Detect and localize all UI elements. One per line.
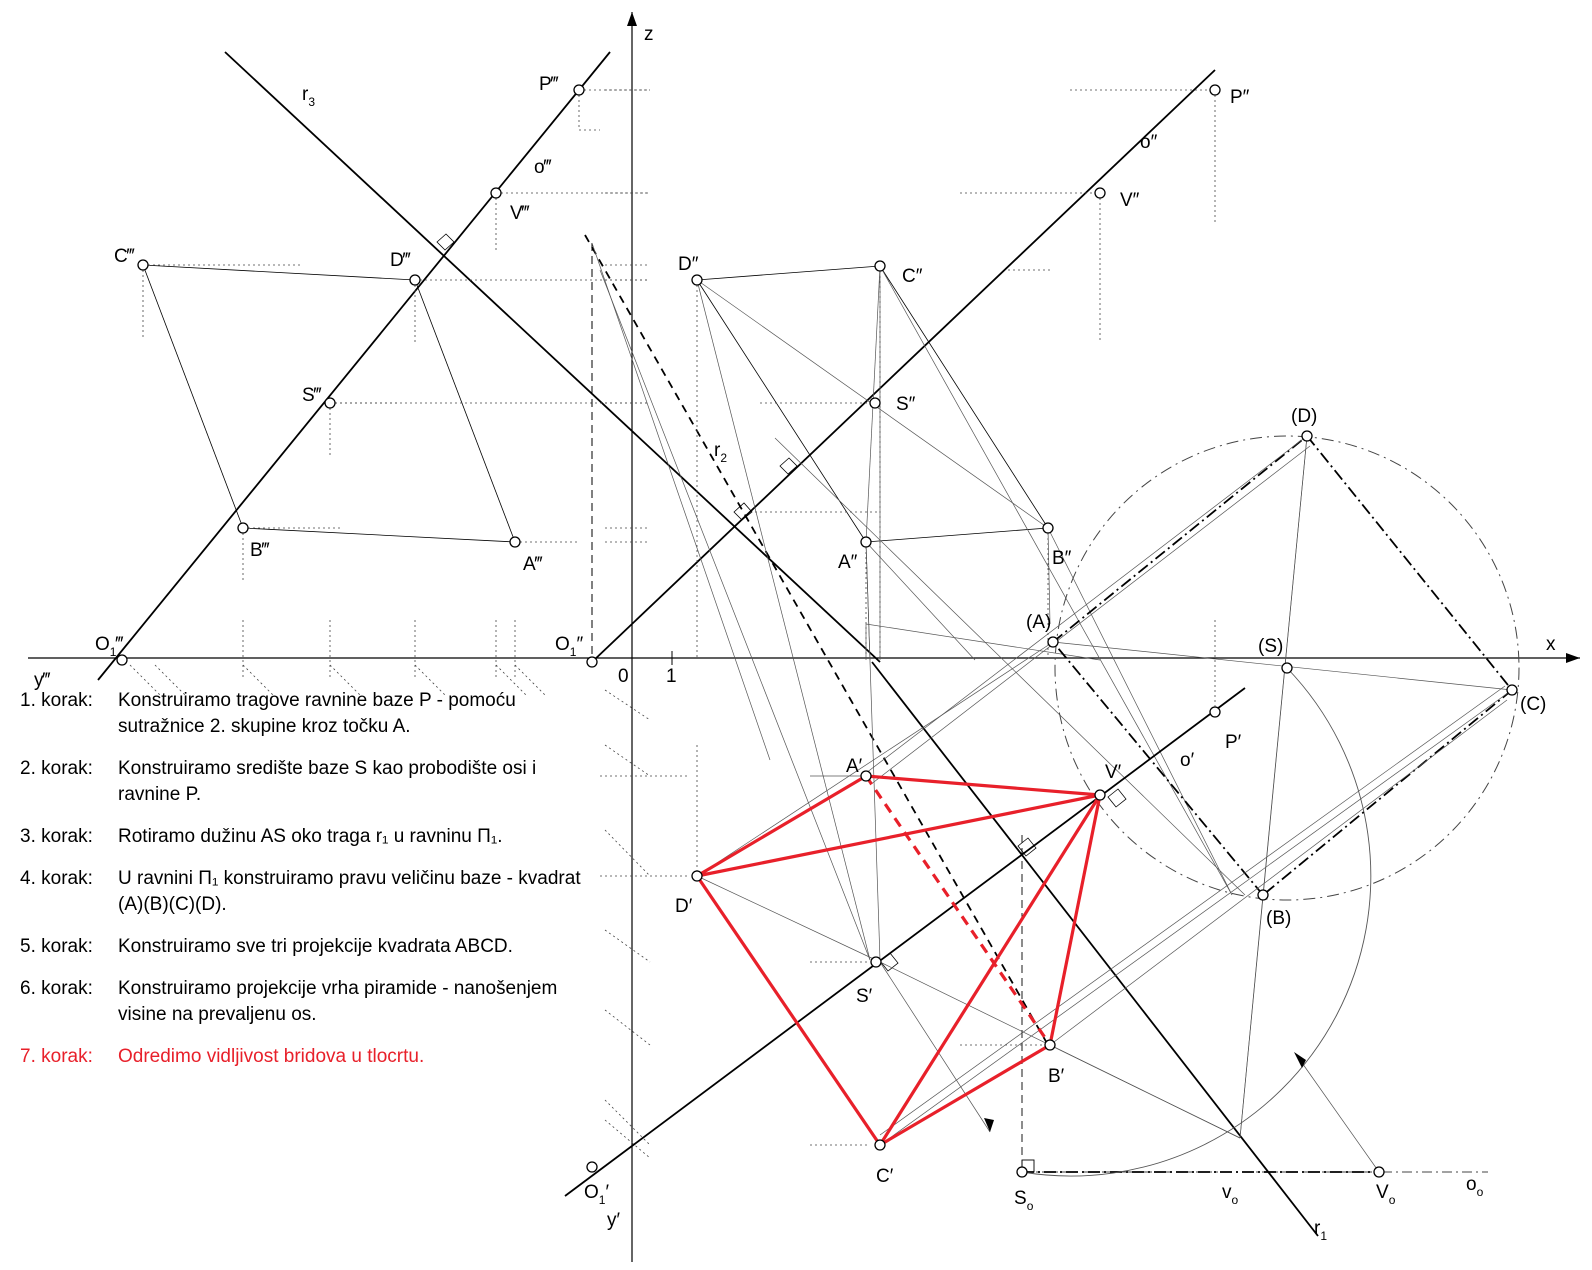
label-O13: $O_1‴$ xyxy=(95,634,124,659)
step-3 xyxy=(20,824,600,850)
label-Dr: (D) xyxy=(1291,406,1318,427)
step-number: 7. korak: xyxy=(20,1046,93,1067)
label-So: $S_o$ xyxy=(1014,1188,1034,1213)
label-C2: C″ xyxy=(902,266,923,287)
side-ordinate-ticks xyxy=(605,90,650,542)
trace-r1 xyxy=(872,662,1318,1236)
trace-o2 xyxy=(592,70,1215,662)
step-number: 1. korak: xyxy=(20,690,93,711)
trace-o1 xyxy=(565,688,1245,1196)
label-Ar: (A) xyxy=(1026,612,1052,633)
step-text: Konstruiramo središte baze S kao probodište osi i ravnine P. xyxy=(118,758,537,805)
label-A2: A″ xyxy=(838,552,858,573)
label-r1: $r_1$ xyxy=(1314,1218,1328,1243)
edge-C-B xyxy=(880,1045,1050,1145)
trace-o3 xyxy=(98,52,610,680)
step-number: 3. korak: xyxy=(20,826,93,847)
right-angle-v1 xyxy=(1108,789,1126,807)
step-2 xyxy=(20,756,600,808)
right-angle-s1 xyxy=(880,953,898,971)
label-D3: D‴ xyxy=(390,250,411,271)
step-text: Konstruiramo tragove ravnine baze P - pomoću sutražnice 2. skupine kroz točku A. xyxy=(118,690,516,737)
label-r3: $r_3$ xyxy=(302,84,316,109)
label-O12: $O_1''$ xyxy=(555,634,584,659)
label-P1: P′ xyxy=(1225,732,1242,753)
side-dotted-lines xyxy=(130,90,650,695)
label-S3: S‴ xyxy=(302,385,322,406)
label-Br: (B) xyxy=(1266,908,1292,929)
step-number: 5. korak: xyxy=(20,936,93,957)
z-axis-arrow xyxy=(627,12,637,26)
construction-steps xyxy=(20,688,600,1086)
label-C1: C′ xyxy=(876,1166,894,1187)
edge-A-B-hidden xyxy=(866,776,1050,1045)
step-number: 2. korak: xyxy=(20,758,93,779)
step-text: Rotiramo dužinu AS oko traga r₁ u ravninu Π₁. xyxy=(118,826,503,847)
label-P2: P″ xyxy=(1230,87,1250,108)
label-S2: S″ xyxy=(896,394,916,415)
edge-A-D xyxy=(697,776,866,876)
trace-r2 xyxy=(585,235,1048,1045)
step-text: Konstruiramo sve tri projekcije kvadrata ABCD. xyxy=(118,936,513,957)
label-D2: D″ xyxy=(678,254,699,275)
label-zero: 0 xyxy=(618,666,629,687)
step-number: 4. korak: xyxy=(20,868,93,889)
label-o1: o′ xyxy=(1180,750,1195,771)
label-Cr: (C) xyxy=(1520,694,1547,715)
label-D1: D′ xyxy=(675,896,693,917)
label-y1: y′ xyxy=(607,1210,621,1231)
step-6 xyxy=(20,976,600,1028)
label-O11: $O_1'$ xyxy=(584,1182,610,1207)
label-Vo: $V_o$ xyxy=(1376,1182,1396,1207)
label-o3: o‴ xyxy=(534,157,552,178)
label-V1: V′ xyxy=(1105,762,1122,783)
label-B1: B′ xyxy=(1048,1066,1065,1087)
label-B3: B‴ xyxy=(250,540,270,561)
x-axis-arrow xyxy=(1566,653,1580,663)
trace-r3 xyxy=(225,52,880,662)
label-o2: o″ xyxy=(1140,132,1158,153)
label-r2: $r_2$ xyxy=(714,440,728,465)
right-angle-s2 xyxy=(780,458,797,474)
edge-A-V xyxy=(866,776,1100,795)
step-1 xyxy=(20,688,600,740)
label-S1: S′ xyxy=(856,986,873,1007)
label-x: x xyxy=(1546,634,1556,655)
step-text: Odredimo vidljivost bridova u tlocrtu. xyxy=(118,1046,425,1067)
step-number: 6. korak: xyxy=(20,978,93,999)
label-one: 1 xyxy=(666,666,677,687)
label-A3: A‴ xyxy=(523,554,543,575)
label-oo: $o_o$ xyxy=(1466,1174,1484,1199)
label-V3: V‴ xyxy=(510,203,530,224)
pyramid-top-view xyxy=(697,776,1100,1145)
label-z: z xyxy=(644,24,654,45)
label-y3: y‴ xyxy=(34,670,51,691)
label-P3: P‴ xyxy=(539,74,559,95)
label-vo: $v_o$ xyxy=(1222,1182,1239,1207)
edge-D-V xyxy=(697,795,1100,876)
step-text: Konstruiramo projekcije vrha piramide - nanošenjem visine na prevaljenu os. xyxy=(118,978,558,1025)
label-C3: C‴ xyxy=(114,246,135,267)
label-A1: A′ xyxy=(846,756,863,777)
step-text: U ravnini Π₁ konstruiramo pravu veličinu baze - kvadrat (A)(B)(C)(D). xyxy=(118,868,581,915)
label-Sr: (S) xyxy=(1258,636,1284,657)
step-7 xyxy=(20,1044,600,1070)
top-dotted-lines xyxy=(600,690,1050,1158)
step-4 xyxy=(20,866,600,918)
step-5 xyxy=(20,934,600,960)
label-V2: V″ xyxy=(1120,190,1140,211)
label-B2: B″ xyxy=(1052,548,1072,569)
